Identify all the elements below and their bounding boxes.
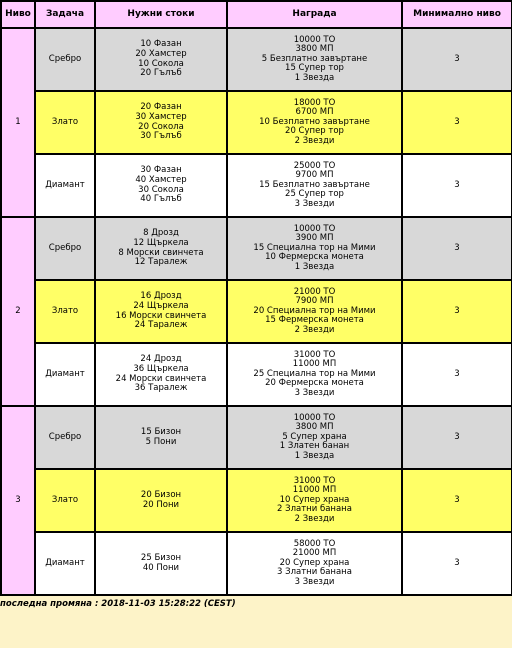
- goods-line: 20 Фазан: [140, 102, 182, 113]
- goods-line: 12 Таралеж: [134, 257, 188, 268]
- reward-line: 21000 ТО: [293, 286, 336, 297]
- reward-line: 1 Звезда: [294, 450, 335, 461]
- reward-line: 2 Звезди: [294, 513, 335, 524]
- reward-line: 10000 ТО: [293, 412, 336, 423]
- reward-line: 2 Златни банана: [277, 504, 352, 515]
- goods-cell: [95, 154, 227, 217]
- goods-line: 20 Хамстер: [135, 48, 187, 59]
- table-row: [1, 280, 512, 343]
- min-level-cell: 3: [402, 343, 512, 406]
- reward-line: 20 Супер тор: [285, 126, 344, 137]
- task-cell: Диамант: [35, 343, 95, 406]
- goods-line: 24 Дрозд: [140, 354, 182, 365]
- reward-line: 21000 МП: [292, 548, 337, 559]
- reward-line: 5 Безплатно завъртане: [261, 53, 368, 64]
- goods-line: 24 Морски свинчета: [115, 373, 207, 384]
- goods-line: 36 Щъркела: [133, 363, 189, 374]
- min-level-cell: 3: [402, 28, 512, 91]
- table-row: [1, 217, 512, 280]
- min-level-cell: 3: [402, 532, 512, 595]
- reward-line: 18000 ТО: [293, 97, 336, 108]
- goods-line: 10 Сокола: [138, 58, 184, 69]
- reward-cell: [227, 91, 402, 154]
- min-level-cell: 3: [402, 217, 512, 280]
- reward-cell: [227, 406, 402, 469]
- reward-line: 15 Фермерска монета: [265, 315, 364, 326]
- reward-line: 31000 ТО: [293, 349, 336, 360]
- goods-line: 24 Таралеж: [134, 320, 188, 331]
- reward-line: 1 Звезда: [294, 72, 335, 83]
- reward-line: 58000 ТО: [293, 538, 336, 549]
- header-row: [1, 1, 512, 28]
- task-cell: Злато: [35, 469, 95, 532]
- reward-line: 10 Фермерска монета: [265, 252, 364, 263]
- reward-line: 1 Златен банан: [279, 441, 350, 452]
- table-body: [1, 28, 512, 595]
- reward-line: 25000 ТО: [293, 160, 336, 171]
- reward-line: 11000 МП: [292, 485, 337, 496]
- goods-line: 20 Сокола: [138, 121, 184, 132]
- reward-cell: [227, 280, 402, 343]
- header-goods: Нужни стоки: [95, 1, 227, 28]
- reward-line: 15 Специална тор на Мими: [253, 242, 376, 253]
- table-row: [1, 343, 512, 406]
- reward-line: 7900 МП: [295, 296, 334, 307]
- reward-line: 20 Специална тор на Мими: [253, 305, 376, 316]
- task-cell: Диамант: [35, 532, 95, 595]
- goods-line: 20 Гълъб: [140, 68, 182, 79]
- goods-line: 40 Гълъб: [140, 194, 182, 205]
- goods-cell: [95, 469, 227, 532]
- reward-line: 3800 МП: [295, 422, 334, 433]
- reward-line: 25 Специална тор на Мими: [253, 368, 376, 379]
- goods-line: 16 Дрозд: [140, 291, 182, 302]
- reward-line: 3 Звезди: [294, 198, 335, 209]
- reward-cell: [227, 154, 402, 217]
- goods-line: 40 Хамстер: [135, 174, 187, 185]
- goods-line: 20 Пони: [142, 499, 180, 510]
- reward-line: 5 Супер храна: [282, 431, 347, 442]
- header-level: Ниво: [1, 1, 35, 28]
- reward-line: 2 Звезди: [294, 324, 335, 335]
- last-modified: последна промяна : 2018-11-03 15:28:22 (CEST): [0, 599, 236, 609]
- goods-line: 25 Бизон: [140, 552, 182, 563]
- task-cell: Сребро: [35, 406, 95, 469]
- reward-line: 2 Звезди: [294, 135, 335, 146]
- goods-line: 10 Фазан: [140, 39, 182, 50]
- reward-line: 31000 ТО: [293, 475, 336, 486]
- task-cell: Сребро: [35, 217, 95, 280]
- reward-line: 3800 МП: [295, 44, 334, 55]
- reward-line: 20 Супер храна: [279, 557, 350, 568]
- table-row: [1, 532, 512, 595]
- reward-line: 3900 МП: [295, 233, 334, 244]
- reward-line: 10 Супер храна: [279, 494, 350, 505]
- goods-line: 40 Пони: [142, 562, 180, 573]
- min-level-cell: 3: [402, 280, 512, 343]
- goods-cell: [95, 28, 227, 91]
- goods-line: 30 Сокола: [138, 184, 184, 195]
- goods-cell: [95, 91, 227, 154]
- goods-cell: [95, 217, 227, 280]
- header-task: Задача: [35, 1, 95, 28]
- task-cell: Диамант: [35, 154, 95, 217]
- task-cell: Сребро: [35, 28, 95, 91]
- reward-line: 1 Звезда: [294, 261, 335, 272]
- reward-line: 10000 ТО: [293, 34, 336, 45]
- reward-line: 20 Фермерска монета: [265, 378, 364, 389]
- table-row: [1, 28, 512, 91]
- goods-cell: [95, 280, 227, 343]
- task-cell: Злато: [35, 91, 95, 154]
- goods-line: 36 Таралеж: [134, 383, 188, 394]
- table-row: [1, 406, 512, 469]
- reward-line: 3 Звезди: [294, 387, 335, 398]
- reward-line: 25 Супер тор: [285, 189, 344, 200]
- reward-line: 11000 МП: [292, 359, 337, 370]
- table-row: [1, 154, 512, 217]
- reward-line: 15 Безплатно завъртане: [259, 179, 370, 190]
- reward-line: 3 Звезди: [294, 576, 335, 587]
- goods-line: 30 Гълъб: [140, 131, 182, 142]
- table-row: [1, 91, 512, 154]
- reward-line: 10 Безплатно завъртане: [259, 116, 370, 127]
- reward-cell: [227, 343, 402, 406]
- reward-cell: [227, 469, 402, 532]
- header-min-level: Минимално ниво: [402, 1, 512, 28]
- level-cell: 3: [1, 406, 35, 595]
- goods-line: 8 Дрозд: [143, 228, 179, 239]
- goods-cell: [95, 343, 227, 406]
- min-level-cell: 3: [402, 406, 512, 469]
- goods-line: 12 Щъркела: [133, 237, 189, 248]
- min-level-cell: 3: [402, 469, 512, 532]
- reward-line: 6700 МП: [295, 107, 334, 118]
- task-cell: Злато: [35, 280, 95, 343]
- goods-cell: [95, 406, 227, 469]
- min-level-cell: 3: [402, 91, 512, 154]
- goods-line: 30 Хамстер: [135, 111, 187, 122]
- goods-line: 30 Фазан: [140, 165, 182, 176]
- reward-cell: [227, 28, 402, 91]
- reward-cell: [227, 532, 402, 595]
- goods-line: 20 Бизон: [140, 489, 182, 500]
- goods-cell: [95, 532, 227, 595]
- reward-line: 3 Златни банана: [277, 567, 352, 578]
- min-level-cell: 3: [402, 154, 512, 217]
- reward-line: 15 Супер тор: [285, 63, 344, 74]
- header-reward: Награда: [227, 1, 402, 28]
- table-row: [1, 469, 512, 532]
- goods-line: 24 Щъркела: [133, 300, 189, 311]
- goods-line: 8 Морски свинчета: [118, 247, 204, 258]
- reward-line: 10000 ТО: [293, 223, 336, 234]
- goods-line: 15 Бизон: [140, 426, 182, 437]
- level-cell: 2: [1, 217, 35, 406]
- reward-line: 9700 МП: [295, 170, 334, 181]
- reward-cell: [227, 217, 402, 280]
- goods-line: 5 Пони: [145, 436, 177, 447]
- goods-line: 16 Морски свинчета: [115, 310, 207, 321]
- level-cell: 1: [1, 28, 35, 217]
